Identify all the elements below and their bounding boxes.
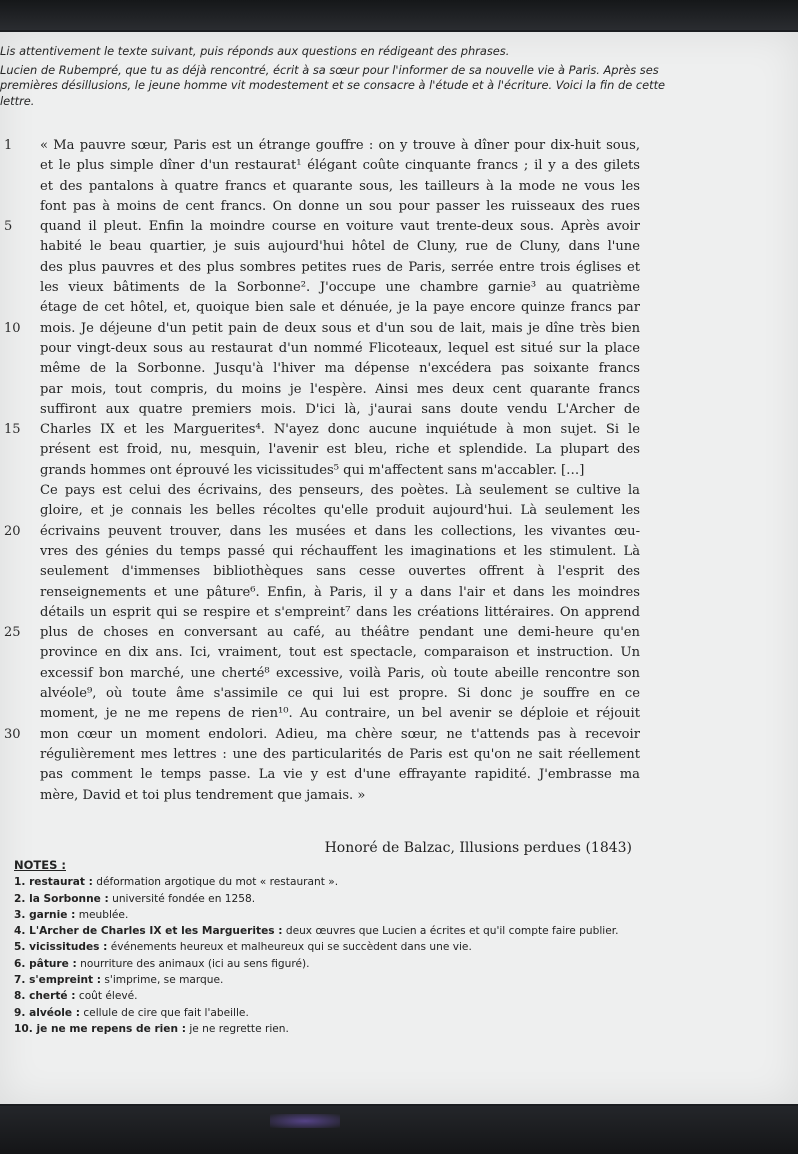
line-text: moment, je ne me repens de rien¹⁰. Au contraire, un bel avenir se déploie et réjouit <box>40 706 640 722</box>
note-term: 1. restaurat : <box>14 876 93 889</box>
text-line <box>4 522 652 542</box>
note-item <box>14 892 654 906</box>
text-line <box>4 319 652 339</box>
line-number: 15 <box>4 422 21 438</box>
text-line <box>4 380 652 400</box>
balzac-letter-text <box>4 136 652 806</box>
text-line <box>4 217 652 237</box>
note-definition: meublée. <box>75 908 129 921</box>
line-number <box>4 542 40 562</box>
note-term: 5. vicissitudes : <box>14 941 108 954</box>
line-text: Charles IX et les Marguerites⁴. N'ayez donc aucune inquiétude à mon sujet. Si le <box>40 422 640 438</box>
note-item <box>14 1006 654 1020</box>
line-text: et des pantalons à quatre francs et quarante sous, les tailleurs à la mode ne vous les <box>40 178 640 194</box>
notes-list <box>14 875 654 1036</box>
line-number <box>4 197 40 217</box>
context-text: Lucien de Rubempré, que tu as déjà rencontré, écrit à sa sœur pour l'informer de sa nouvelle vie à Paris. Après ses premières désillusions, le jeune homme vit modestement et se consacre à l'étude et à l'écriture. Voici la fin de cette lettre. <box>0 62 666 108</box>
note-definition: coût élevé. <box>75 990 138 1003</box>
text-line <box>4 156 652 176</box>
text-line <box>4 400 652 420</box>
line-text: présent est froid, nu, mesquin, l'avenir est bleu, riche et splendide. La plupart des <box>40 442 640 458</box>
note-term: 10. je ne me repens de rien : <box>14 1022 186 1035</box>
note-term: 9. alvéole : <box>14 1006 80 1019</box>
text-line <box>4 177 652 197</box>
note-item <box>14 973 654 987</box>
note-item <box>14 940 654 954</box>
note-term: 2. la Sorbonne : <box>14 892 109 905</box>
line-text: province en dix ans. Ici, vraiment, tout est spectacle, comparaison et instruction. Un <box>40 645 640 661</box>
line-number: 10 <box>4 320 21 336</box>
line-number <box>4 440 40 460</box>
line-number <box>4 643 40 663</box>
line-text: habité le beau quartier, je suis aujourd'hui hôtel de Cluny, rue de Cluny, dans l'une <box>40 239 640 255</box>
line-number: 25 <box>4 625 21 641</box>
text-line <box>4 481 652 501</box>
text-line <box>4 278 652 298</box>
text-line <box>4 420 652 440</box>
line-text: alvéole⁹, où toute âme s'assimile ce qui lui est propre. Si donc je souffre en ce <box>40 686 640 702</box>
screen-top-bezel <box>0 0 798 30</box>
line-text: font pas à moins de cent francs. On donne un sou pour passer les ruisseaux des rues <box>40 198 640 214</box>
note-term: 7. s'empreint : <box>14 974 102 987</box>
note-definition: s'imprime, se marque. <box>101 974 224 987</box>
line-text: mon cœur un moment endolori. Adieu, ma chère sœur, ne t'attends pas à recevoir <box>40 726 640 742</box>
text-line <box>4 725 652 745</box>
line-text: régulièrement mes lettres : une des particularités de Paris est qu'on ne sait réellement <box>40 746 640 762</box>
line-text: Ce pays est celui des écrivains, des penseurs, des poètes. Là seulement se cultive la <box>40 483 640 499</box>
line-text: par mois, tout compris, du moins je l'espère. Ainsi mes deux cent quarante francs <box>40 381 640 397</box>
text-line <box>4 237 652 257</box>
text-line <box>4 298 652 318</box>
line-text: détails un esprit qui se respire et s'empreint⁷ dans les créations littéraires. On apprend <box>40 604 640 620</box>
line-text: même de la Sorbonne. Jusqu'à l'hiver ma dépense n'excédera pas soixante francs <box>40 361 640 377</box>
text-line <box>4 603 652 623</box>
note-definition: événements heureux et malheureux qui se succèdent dans une vie. <box>107 941 472 954</box>
line-number <box>4 583 40 603</box>
text-line <box>4 623 652 643</box>
line-text: renseignements et une pâture⁶. Enfin, à Paris, il y a dans l'air et dans les moindres <box>40 584 640 600</box>
line-text: plus de choses en conversant au café, au théâtre pendant une demi-heure qu'en <box>40 625 640 641</box>
line-number <box>4 481 40 501</box>
line-text: mois. Je déjeune d'un petit pain de deux sous et d'un sou de lait, mais je dîne très bien <box>40 320 640 336</box>
screen-glow <box>270 1114 340 1128</box>
source-citation: Honoré de Balzac, Illusions perdues (1843) <box>324 840 632 856</box>
line-number: 20 <box>4 523 21 539</box>
text-line <box>4 765 652 785</box>
text-line <box>4 583 652 603</box>
note-term: 3. garnie : <box>14 908 76 921</box>
screen-bottom-bezel <box>0 1106 798 1154</box>
note-term: 6. pâture : <box>14 957 77 970</box>
text-line <box>4 786 652 806</box>
text-line <box>4 339 652 359</box>
line-number <box>4 765 40 785</box>
line-number <box>4 339 40 359</box>
text-line <box>4 136 652 156</box>
line-number <box>4 298 40 318</box>
line-number <box>4 359 40 379</box>
line-text: gloire, et je connais les belles récoltes qu'elle produit aujourd'hui. Là seulement les <box>40 503 640 519</box>
line-text: étage de cet hôtel, et, quoique bien sale et dénuée, je la paye encore quinze francs par <box>40 300 640 316</box>
text-line <box>4 643 652 663</box>
line-text: pas comment le temps passe. La vie y est d'une effrayante rapidité. J'embrasse ma <box>40 767 640 783</box>
line-number <box>4 258 40 278</box>
text-line <box>4 684 652 704</box>
line-number <box>4 177 40 197</box>
line-text: des plus pauvres et des plus sombres petites rues de Paris, serrée entre trois églises et <box>40 259 640 275</box>
line-number: 5 <box>4 219 13 235</box>
line-text: quand il pleut. Enfin la moindre course en voiture vaut trente-deux sous. Après avoir <box>40 219 640 235</box>
line-text: excessif bon marché, une cherté⁸ excessive, voilà Paris, où toute abeille rencontre son <box>40 665 640 681</box>
line-number: 1 <box>4 138 13 153</box>
note-item <box>14 924 654 938</box>
note-definition: je ne regrette rien. <box>185 1022 289 1035</box>
note-item <box>14 989 654 1003</box>
line-number <box>4 461 40 481</box>
intro-block <box>0 44 700 112</box>
text-line <box>4 359 652 379</box>
document-page <box>0 32 798 1104</box>
line-number <box>4 562 40 582</box>
line-text: « Ma pauvre sœur, Paris est un étrange gouffre : on y trouve à dîner pour dix-huit sous, <box>40 138 640 153</box>
line-text: pour vingt-deux sous au restaurat d'un nommé Flicoteaux, lequel est situé sur la place <box>40 340 640 356</box>
text-line <box>4 704 652 724</box>
notes-section <box>14 858 654 1038</box>
line-text: suffiront aux quatre premiers mois. D'ici là, j'aurai sans doute vendu L'Archer de <box>40 401 640 417</box>
notes-title: NOTES : <box>14 858 66 872</box>
note-definition: nourriture des animaux (ici au sens figuré). <box>76 957 310 970</box>
line-number <box>4 501 40 521</box>
note-item <box>14 957 654 971</box>
line-number <box>4 664 40 684</box>
line-number <box>4 237 40 257</box>
line-number <box>4 684 40 704</box>
line-number <box>4 603 40 623</box>
text-line <box>4 664 652 684</box>
note-term: 8. cherté : <box>14 990 76 1003</box>
note-definition: cellule de cire que fait l'abeille. <box>79 1006 249 1019</box>
line-number <box>4 745 40 765</box>
note-term: 4. L'Archer de Charles IX et les Marguerites : <box>14 925 283 938</box>
instruction-text: Lis attentivement le texte suivant, puis réponds aux questions en rédigeant des phrases. <box>0 44 510 58</box>
line-text: grands hommes ont éprouvé les vicissitudes⁵ qui m'affectent sans m'accabler. […] <box>40 462 585 478</box>
line-number <box>4 704 40 724</box>
text-line <box>4 197 652 217</box>
line-text: les vieux bâtiments de la Sorbonne². J'occupe une chambre garnie³ au quatrième <box>40 280 640 296</box>
line-number <box>4 156 40 176</box>
text-line <box>4 258 652 278</box>
line-number <box>4 380 40 400</box>
text-line <box>4 440 652 460</box>
line-text: seulement d'immenses bibliothèques sans cesse ouvertes offrent à l'esprit des <box>40 564 640 580</box>
text-line <box>4 562 652 582</box>
text-line <box>4 501 652 521</box>
line-number <box>4 400 40 420</box>
line-number <box>4 278 40 298</box>
line-text: et le plus simple dîner d'un restaurat¹ élégant coûte cinquante francs ; il y a des gilets <box>40 158 640 174</box>
line-text: écrivains peuvent trouver, dans les musées et dans les collections, les vivantes œu- <box>40 523 640 539</box>
line-text: vres des génies du temps passé qui réchauffent les imaginations et les stimulent. Là <box>40 543 640 559</box>
line-text: mère, David et toi plus tendrement que jamais. » <box>40 787 366 803</box>
text-line <box>4 461 652 481</box>
note-item <box>14 908 654 922</box>
note-item <box>14 875 654 889</box>
text-line <box>4 542 652 562</box>
note-definition: déformation argotique du mot « restaurant ». <box>92 876 339 889</box>
line-number: 30 <box>4 726 21 742</box>
note-item <box>14 1022 654 1036</box>
note-definition: deux œuvres que Lucien a écrites et qu'il compte faire publier. <box>282 925 619 938</box>
line-number <box>4 786 40 806</box>
note-definition: université fondée en 1258. <box>108 892 256 905</box>
text-line <box>4 745 652 765</box>
